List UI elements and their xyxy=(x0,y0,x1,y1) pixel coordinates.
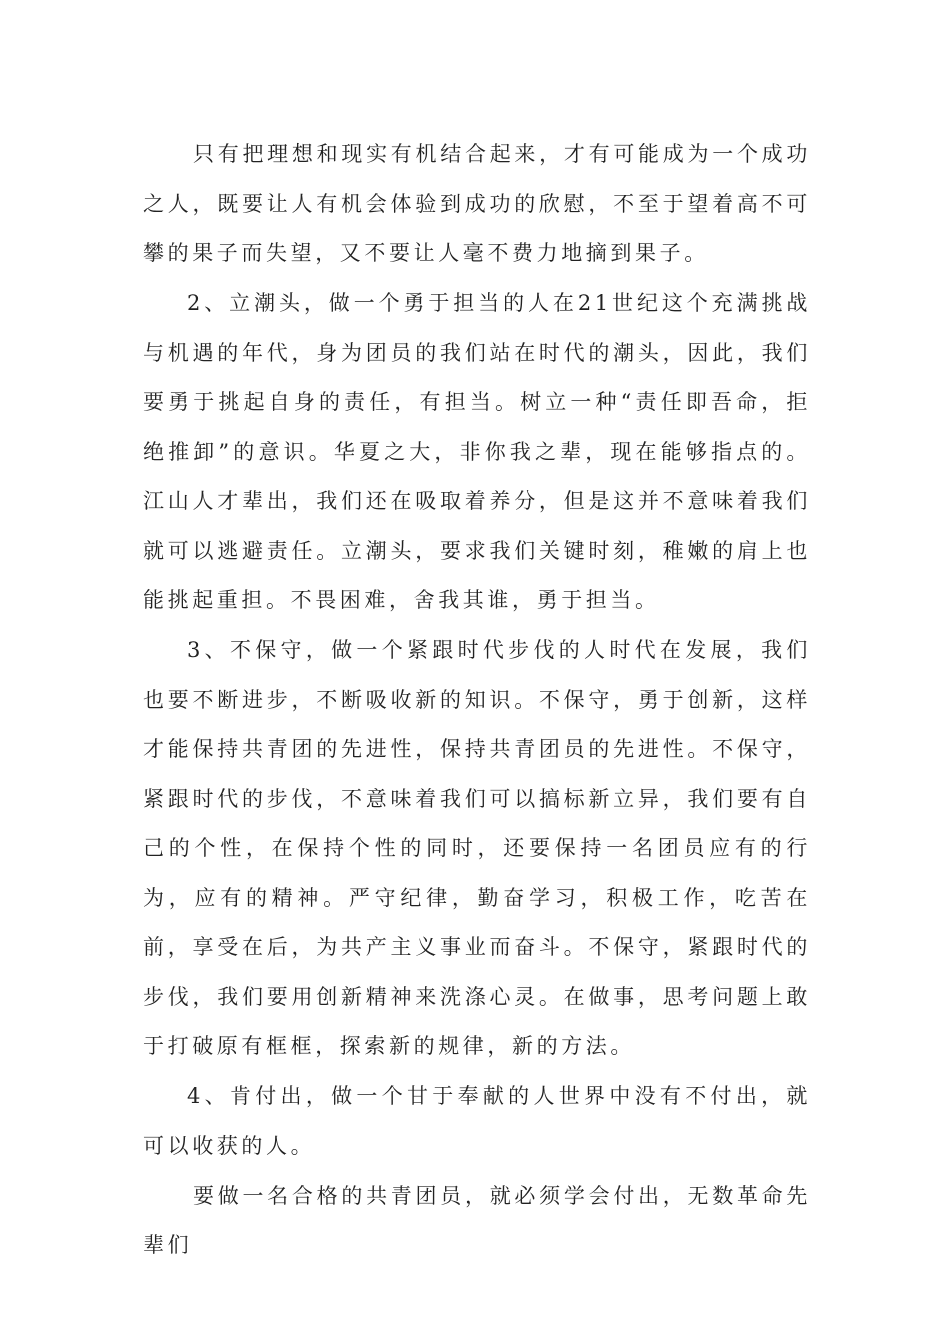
paragraph-point-2: 2、立潮头，做一个勇于担当的人在21世纪这个充满挑战与机遇的年代，身为团员的我们站在时代的潮头，因此，我们要勇于挑起自身的责任，有担当。树立一种“责任即吾命，拒绝推卸”的意识。华夏之大，非你我之辈，现在能够指点的。江山人才辈出，我们还在吸取着养分，但是这并不意味着我们就可以逃避责任。立潮头，要求我们关键时刻，稚嫩的肩上也能挑起重担。不畏困难，舍我其谁，勇于担当。 xyxy=(143,291,811,613)
paragraph-point-3: 3、不保守，做一个紧跟时代步伐的人时代在发展，我们也要不断进步，不断吸收新的知识。不保守，勇于创新，这样才能保持共青团的先进性，保持共青团员的先进性。不保守，紧跟时代的步伐，不意味着我们可以搞标新立异，我们要有自己的个性，在保持个性的同时，还要保持一名团员应有的行为，应有的精神。严守纪律，勤奋学习，积极工作，吃苦在前，享受在后，为共产主义事业而奋斗。不保守，紧跟时代的步伐，我们要用创新精神来洗涤心灵。在做事，思考问题上敢于打破原有框框，探索新的规律，新的方法。 xyxy=(143,638,811,1059)
document-body xyxy=(143,130,811,1271)
paragraph-success: 只有把理想和现实有机结合起来，才有可能成为一个成功之人，既要让人有机会体验到成功的欣慰，不至于望着高不可攀的果子而失望，又不要让人毫不费力地摘到果子。 xyxy=(143,142,811,265)
paragraph-contribution: 要做一名合格的共青团员，就必须学会付出，无数革命先辈们 xyxy=(143,1183,811,1258)
paragraph-point-4: 4、肯付出，做一个甘于奉献的人世界中没有不付出，就可以收获的人。 xyxy=(143,1084,811,1158)
